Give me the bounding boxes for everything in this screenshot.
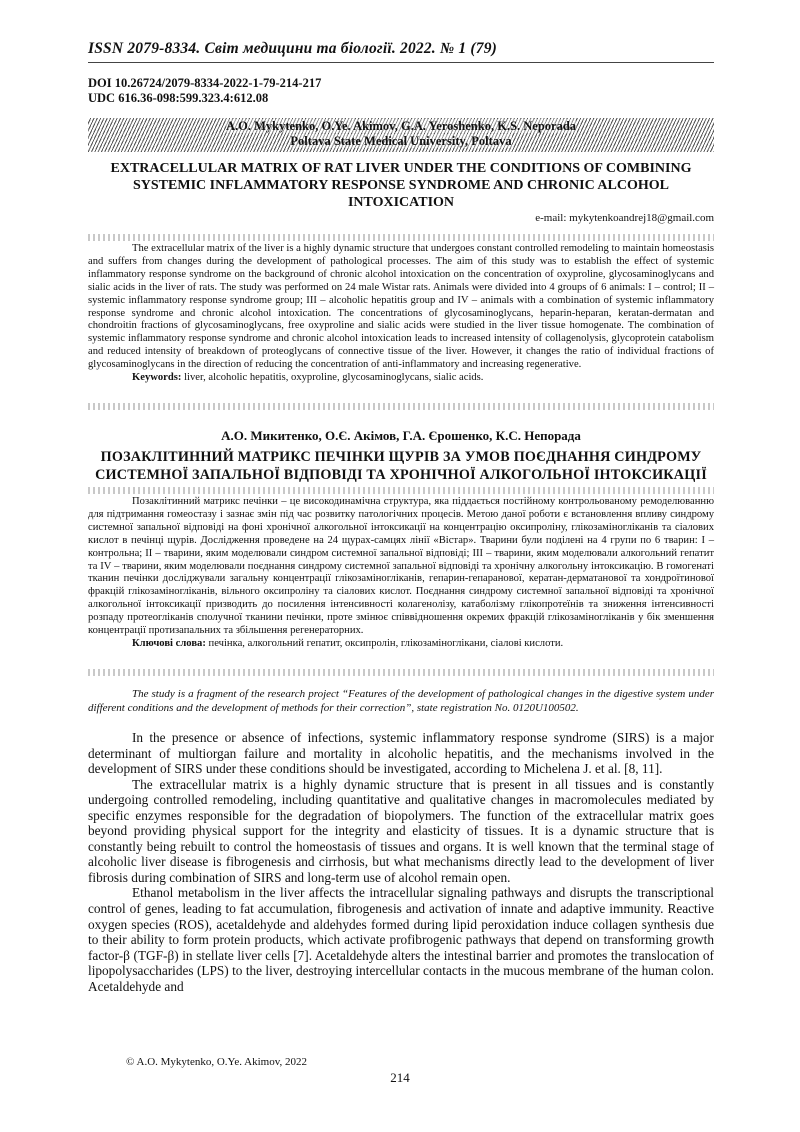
- keywords-en: [88, 372, 714, 385]
- udc: UDC 616.36-098:599.323.4:612.08: [88, 91, 269, 105]
- affiliation: Poltava State Medical University, Poltava: [290, 134, 512, 148]
- divider-bottom-en: [88, 403, 714, 410]
- body-text: [88, 730, 714, 994]
- doi: DOI 10.26724/2079-8334-2022-1-79-214-217: [88, 76, 322, 90]
- abstract-en-text: The extracellular matrix of the liver is a highly dynamic structure that undergoes constant controlled remodeling to maintain homeostasis and suffers from changes during the development of pathological processes. The aim of this study was to establish the effect of systemic inflammatory response syndrome on the background of chronic alcohol intoxication on the concentration of oxyproline, glycosaminoglycans and sialic acids in the liver of rats. The study was performed on 24 male Wistar rats. Animals were divided into 4 groups of 6 animals: I – control; II – systemic inflammatory response syndrome group; III – alcoholic hepatitis group and IV – animals with a combination of systemic inflammatory response syndrome and chronic alcohol intoxication. The concentrations of glycosaminoglycans, heparin-heparan, keratan-dermatan and chondroitin fractions of glycosaminoglycans, free oxyproline and sialic acids were studied in the liver tissue homogenate. The combination of systemic inflammatory response syndrome and chronic alcohol intoxication leads to increased intensity of collagenolysis, glycoprotein catabolism and reduced intensity of breakdown of proteoglycans of connective tissue of the liver. However, it changes the ratio of individual fractions of glycosaminoglycans in the direction of reducing the concentration of anti-inflammatory and increasing regenerative.: [88, 243, 714, 371]
- body-paragraph: The extracellular matrix is a highly dynamic structure that is present in all tissues and is constantly undergoing controlled remodeling, including quantitative and qualitative changes in macromolecules mediated by specific enzymes responsible for the degradation of biopolymers. The function of the extracellular matrix goes beyond providing physical support for the integrity and elasticity of tissues. It is a dynamic structure that is constantly being rebuilt to control the homeostasis of tissues and organs. It is well known that the terminal stage of alcoholic liver disease is fibrogenesis and cirrhosis, but what mechanisms directly lead to the development of liver fibrosis during combination of SIRS and long-term use of alcohol remain open.: [88, 776, 714, 885]
- keywords-en-label: Keywords:: [132, 372, 182, 384]
- authors-ua: А.О. Микитенко, О.Є. Акімов, Г.А. Єрошенко, К.С. Непорада: [221, 428, 581, 443]
- copyright: © A.O. Mykytenko, O.Ye. Akimov, 2022: [126, 1056, 308, 1068]
- divider-bottom-ua: [88, 669, 714, 676]
- abstract-ua-text: Позаклітинний матрикс печінки – це високодинамічна структура, яка піддається постійному контрольованому ремоделюванню для підтримання гомеостазу і зазнає змін під час розвитку патологічних процесів. Метою даної роботи є встановлення впливу синдрому системної запальної відповіді на фоні хронічної алкогольної інтоксикації на концентрацію оксипроліну, глікозаміногліканів та сіалових кислот в печінці щурів. Дослідження проведене на 24 щурах-самцях лінії «Вістар». Тварини були поділені на 4 групи по 6 тварин: I – контрольна; II – тварини, яким моделювали синдром системної запальної відповіді; III – тварини, яким моделювали алкогольний гепатит та IV – тварини, яким моделювали поєднання синдрому системної запальної відповіді та хронічну алкогольну інтоксикацію. В гомогенаті тканин печінки досліджували загальну концентрації глікозаміногліканів, гепарин-гепаранової, кератан-дерматанової та хондроїтинової фракцій глікозаміногліканів, вільного оксипроліну та сіалових кислот. Поєднання синдрому системної запальної відповіді та хронічної алкогольної інтоксикації призводить до посилення інтенсивності колагенолізу, катаболізму глікопротеїнів та зниження інтенсивності розпаду протеогліканів сполучної тканини печінки, проте змінює співвідношення окремих фракцій глікозаміногліканів у бік зменшення концентрації протизапальних та збільшення регенераторних.: [88, 496, 714, 637]
- identifiers: [88, 76, 321, 106]
- divider-top-ua: [88, 487, 714, 494]
- keywords-ua-text: печінка, алкогольний гепатит, оксипролін, глікозаміноглікани, сіалові кислоти.: [208, 637, 564, 649]
- author-email: e-mail: mykytenkoandrej18@gmail.com: [535, 212, 714, 224]
- body-paragraph: In the presence or absence of infections, systemic inflammatory response syndrome (SIRS) is a major determinant of multiorgan failure and mortality in alcoholic hepatitis, and the mechanisms involved in the development of SIRS under these conditions should be investigated, according to Michelena J. et al. [8, 11].: [88, 730, 714, 777]
- keywords-ua: [88, 638, 714, 651]
- body-paragraph: Ethanol metabolism in the liver affects the intracellular signaling pathways and disrupts the transcriptional control of genes, leading to fat accumulation, fibrogenesis and activation of innate and adaptive immunity. Reactive oxygen species (ROS), acetaldehyde and aldehydes formed during lipid peroxidation induce collagen synthesis due to their ability to form protein products, which activate profibrogenic pathways that depend on transforming growth factor-β (TGF-β) in stellate liver cells [7]. Acetaldehyde alters the intestinal barrier and promotes the translocation of lipopolysaccharides (LPS) to the liver, destroying intercellular contacts in the mucous membrane of the human colon. Acetaldehyde and: [88, 885, 714, 994]
- title-en: EXTRACELLULAR MATRIX OF RAT LIVER UNDER THE CONDITIONS OF COMBINING SYSTEMIC INFLAMMATORY RESPONSE SYNDROME AND CHRONIC ALCOHOL INTOXICATION: [110, 161, 692, 210]
- divider-top-en: [88, 234, 714, 241]
- abstract-en: [88, 243, 714, 385]
- keywords-en-text: liver, alcoholic hepatitis, oxyproline, glycosaminoglycans, sialic acids.: [184, 372, 484, 384]
- authors-en: A.O. Mykytenko, O.Ye. Akimov, G.A. Yeroshenko, K.S. Neporada: [225, 119, 577, 133]
- keywords-ua-label: Ключові слова:: [132, 637, 206, 649]
- abstract-ua: [88, 496, 714, 651]
- journal-header: ISSN 2079-8334. Світ медицини та біології. 2022. № 1 (79): [88, 40, 498, 57]
- page-number: 214: [390, 1070, 410, 1085]
- header-rule: [88, 62, 714, 63]
- title-ua: ПОЗАКЛІТИННИЙ МАТРИКС ПЕЧІНКИ ЩУРІВ ЗА УМОВ ПОЄДНАННЯ СИНДРОМУ СИСТЕМНОЇ ЗАПАЛЬНОЇ ВІДПОВІДІ ТА ХРОНІЧНОЇ АЛКОГОЛЬНОЇ ІНТОКСИКАЦІЇ: [95, 449, 707, 483]
- author-banner: [88, 119, 714, 149]
- project-note: The study is a fragment of the research project “Features of the development of pathological changes in the digestive system under different conditions and the development of methods for their correction”, state registration No. 0120U100502.: [88, 688, 714, 714]
